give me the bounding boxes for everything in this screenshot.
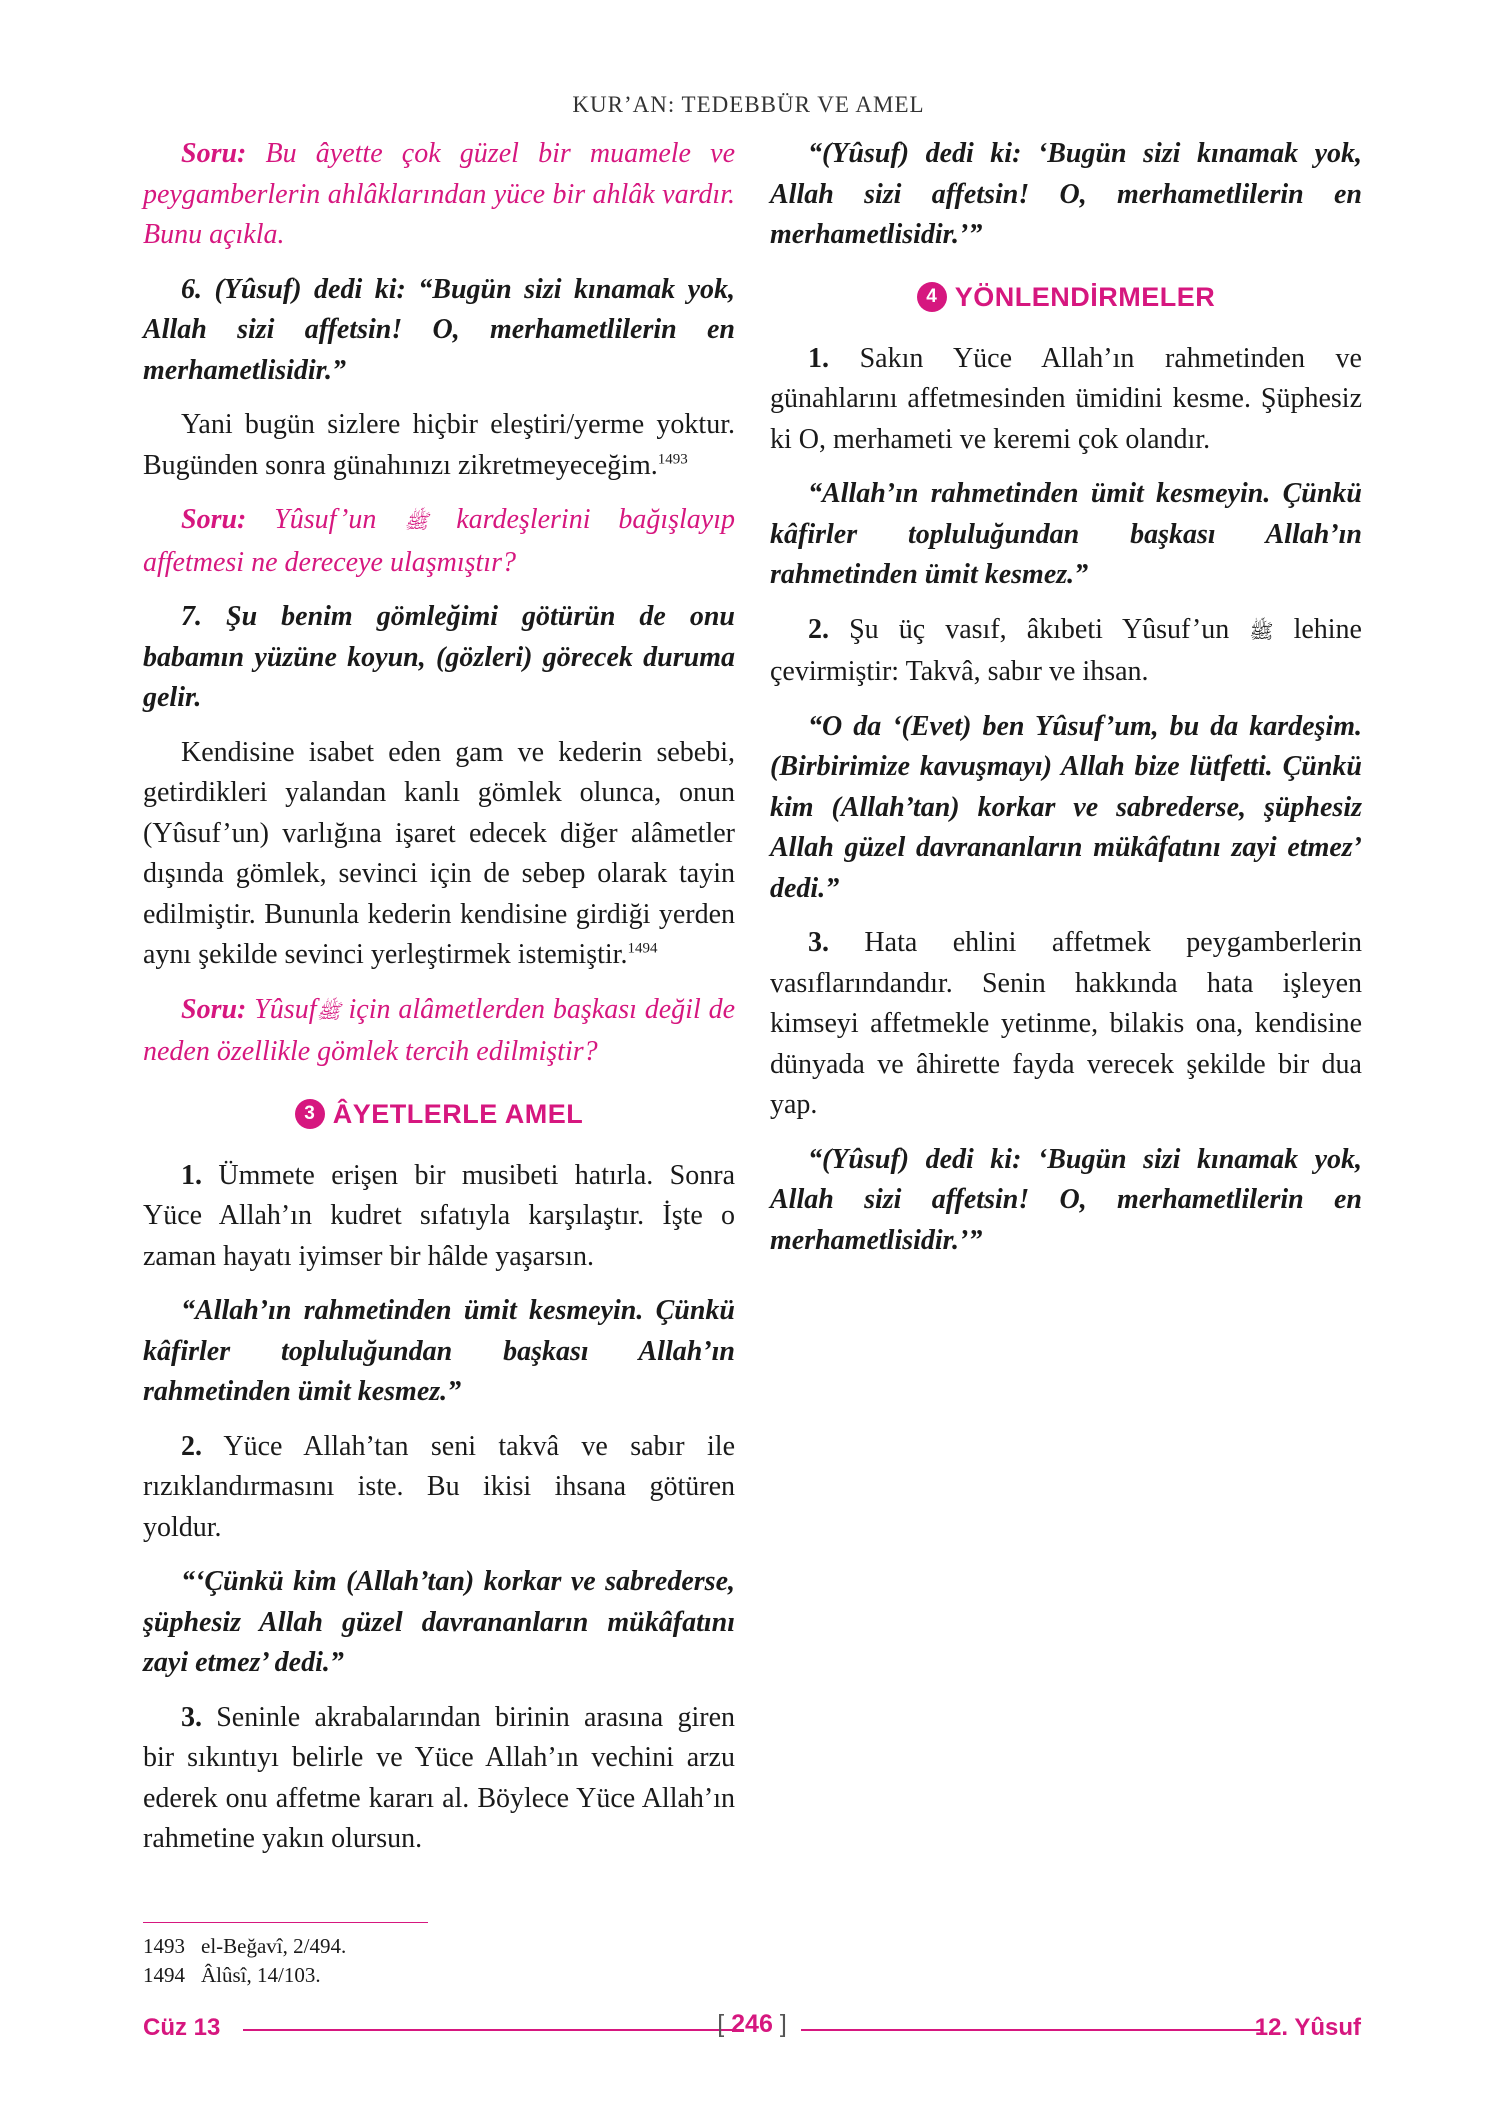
question-1 [143,134,735,256]
question-text: kardeşlerini bağışlayıp affetmesi ne dereceye ulaşmıştır? [143,504,735,578]
honorific-glyph: ﷺ [1249,620,1274,643]
question-3 [143,990,735,1073]
item-text: Sakın Yüce Allah’ın rahmetinden ve günahlarını affetmesinden ümidini kesme. Şüphesiz ki O, merhameti ve keremi çok olandır. [770,342,1362,455]
left-column [143,134,735,1874]
page-number-block [143,2010,1361,2039]
commentary-text: Kendisine isabet eden gam ve kederin sebebi, getirdikleri yalandan kanlı gömlek olunca, onun (Yûsuf’un) varlığına işaret edecek diğer alâmetler dışında gömlek, sevinci için de sebep olarak tayin edilmiştir. Bununla kederin kendisine girdiği yerden aynı şekilde sevinci yerleştirmek istemiştir. [143,736,735,970]
verse-6: 6. (Yûsuf) dedi ki: “Bugün sizi kınamak yok, Allah sizi affetsin! O, merhametlilerin en merhametlisidir.” [143,273,735,386]
section-title: ÂYETLERLE AMEL [332,1098,584,1129]
footnotes [143,1932,346,1990]
footer-rule-right [801,2029,1261,2031]
footnote [143,1961,346,1990]
amel-item-3 [143,1698,735,1860]
question-2 [143,500,735,583]
amel-item-2-verse: “‘Çünkü kim (Allah’tan) korkar ve sabrederse, şüphesiz Allah güzel davrananların mükâfatını zayi etmez’ dedi.” [143,1566,735,1678]
footnote-text: el-Beğavî, 2/494. [201,1934,347,1958]
footnote-divider [143,1922,428,1923]
guidance-item-1 [770,339,1362,461]
question-text: Yûsuf’un [246,504,405,535]
footnote-ref[interactable]: 1493 [657,451,688,468]
honorific-glyph: ﷺ [404,511,429,533]
page-footer [143,2010,1361,2046]
item-text: lehine çevirmiştir: Takvâ, sabır ve ihsan. [770,613,1362,687]
item-number: 3. [181,1701,202,1733]
page-number: 246 [731,2010,773,2038]
commentary-2 [143,733,735,976]
honorific-glyph: ﷺ [316,1000,341,1023]
item-number: 1. [808,342,829,374]
commentary-text: Yani bugün sizlere hiçbir eleştiri/yerme yoktur. Bugünden sonra günahınızı zikretmeyeceğim. [143,409,735,481]
item-number: 1. [181,1159,202,1191]
guidance-item-2 [770,610,1362,693]
juz-label: Cüz 13 [143,2014,221,2041]
question-text: Bu âyette çok güzel bir muamele ve peygamberlerin ahlâklarından yüce bir ahlâk vardır. Bunu açıkla. [143,138,735,250]
item-number: 2. [181,1430,202,1462]
section-heading-yonlendirmeler [770,282,1362,313]
section-heading-ayetlerle-amel [143,1099,735,1130]
guidance-item-3 [770,923,1362,1126]
amel-item-1 [143,1156,735,1278]
question-text: için alâmetlerden başkası değil de neden özellikle gömlek tercih edilmiştir? [143,993,736,1067]
item-text: Ümmete erişen bir musibeti hatırla. Sonra Yüce Allah’ın kudret sıfatıyla karşılaştır. İşte o zaman hayatı iyimser bir hâlde yaşarsın. [143,1159,735,1272]
item-number: 3. [808,927,829,958]
item-text: Şu üç vasıf, âkıbeti Yûsuf’un [829,613,1250,645]
question-label: Soru: [181,993,247,1025]
right-column [770,134,1362,1275]
footnote-ref[interactable]: 1494 [627,940,658,957]
item-text: Seninle akrabalarından birinin arasına giren bir sıkıntıyı belirle ve Yüce Allah’ın vechini arzu ederek onu affetme kararı al. Böylece Yüce Allah’ın rahmetine yakın olursun. [143,1701,735,1854]
running-title: KUR’AN: TEDEBBÜR VE AMEL [572,92,925,117]
verse-top-right: “(Yûsuf) dedi ki: ‘Bugün sizi kınamak yok, Allah sizi affetsin! O, merhametlilerin en merhametlisidir.’” [770,138,1362,250]
section-title: YÖNLENDİRMELER [954,281,1216,312]
footnote-number: 1493 [143,1934,185,1958]
footnote-text: Âlûsî, 14/103. [201,1963,321,1987]
footnote-number: 1494 [143,1963,185,1987]
guidance-item-2-verse: “O da ‘(Evet) ben Yûsuf’um, bu da kardeşim. (Birbirimize kavuşmayı) Allah bize lütfetti. Çünkü kim (Allah’tan) korkar ve sabrederse, şüphesiz Allah güzel davrananların mükâfatını zayi etmez’ dedi.” [770,710,1362,904]
amel-item-1-verse: “Allah’ın rahmetinden ümit kesmeyin. Çünkü kâfirler topluluğundan başkası Allah’ın rahmetinden ümit kesmez.” [143,1295,735,1407]
item-number: 2. [808,613,829,645]
footnote [143,1932,346,1961]
bracket-open: [ [717,2010,725,2038]
section-number-badge: 4 [917,282,947,312]
item-text: Yüce Allah’tan seni takvâ ve sabır ile rızıklandırmasını iste. Bu ikisi ihsana götüren yoldur. [143,1430,735,1543]
guidance-item-3-verse: “(Yûsuf) dedi ki: ‘Bugün sizi kınamak yok, Allah sizi affetsin! O, merhametlilerin en merhametlisidir.’” [770,1143,1362,1256]
amel-item-2 [143,1427,735,1549]
guidance-item-1-verse: “Allah’ın rahmetinden ümit kesmeyin. Çünkü kâfirler topluluğundan başkası Allah’ın rahmetinden ümit kesmez.” [770,478,1362,590]
section-number-badge: 3 [295,1099,325,1129]
item-text: Hata ehlini affetmek peygamberlerin vasıflarındandır. Senin hakkında hata işleyen kimseyi affetmekle yetinme, bilakis ona, kendisine dünyada ve âhirette fayda verecek şekilde bir dua yap. [770,927,1362,1120]
commentary-1 [143,405,735,486]
bracket-close: ] [779,2010,787,2038]
question-label: Soru: [181,504,247,535]
verse-7: 7. Şu benim gömleğimi götürün de onu babamın yüzüne koyun, (gözleri) görecek duruma gelir. [143,601,735,713]
surah-label: 12. Yûsuf [1254,2014,1361,2041]
question-label: Soru: [181,138,247,169]
question-text: Yûsuf [246,993,317,1025]
